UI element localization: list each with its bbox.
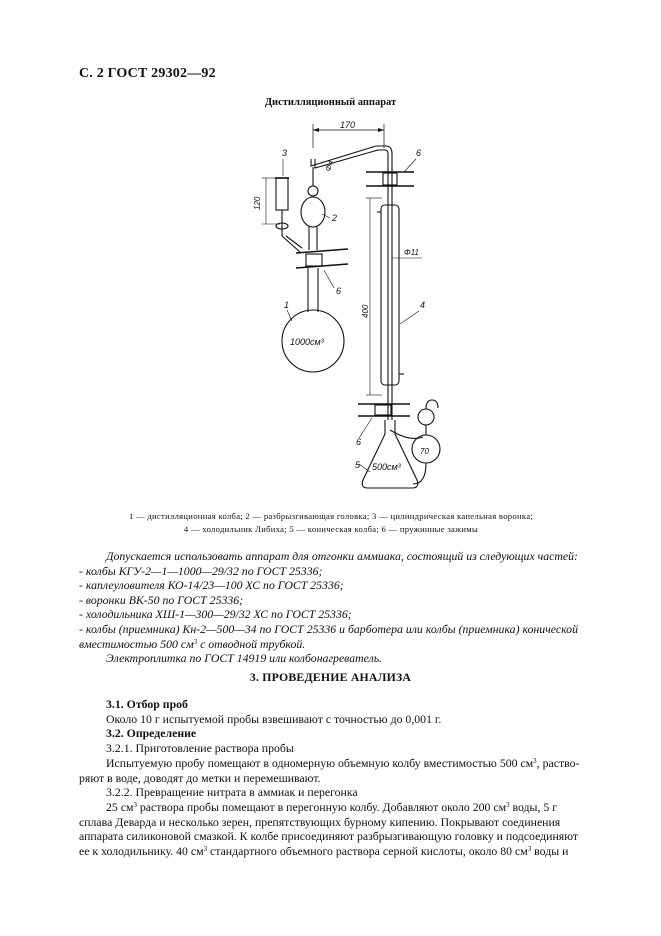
subsection-3-1-title: 3.1. Отбор проб xyxy=(106,697,188,711)
note-item-3: - воронки ВК-50 по ГОСТ 25336; xyxy=(79,592,244,607)
dim-170-label: 170 xyxy=(340,120,356,130)
label-1: 1 xyxy=(284,300,290,310)
page-header: С. 2 ГОСТ 29302—92 xyxy=(79,66,216,81)
paragraph-3-2-2-line-2: сплава Деварда и несколько зерен, препятствующих бурному кипению. Покрывают соединения xyxy=(79,814,561,829)
label-5: 5 xyxy=(355,460,361,470)
paragraph-3-2-1-line-1: Испытуемую пробу помещают в одномерную объемную колбу вместимостью 500 $см^3$, раство- xyxy=(106,755,580,770)
subsection-3-2-2-title: 3.2.2. Превращение нитрата в аммиак и перегонка xyxy=(106,785,358,800)
figure-title: Дистилляционный аппарат xyxy=(264,97,397,108)
note-item-5-continued: вместимостью 500 $см^3$ с отводной трубкой. xyxy=(79,636,306,651)
label-3: 3 xyxy=(282,148,288,158)
note-item-5: - колбы (приемника) Кн-2—500—34 по ГОСТ 25336 и барботера или колбы (приемника) конической xyxy=(79,621,578,636)
label-6a: 6 xyxy=(336,286,342,296)
subsection-3-2-1-title: 3.2.1. Приготовление раствора пробы xyxy=(106,741,294,756)
paragraph-3-2-1-line-2: ряют в воде, доводят до метки и перемешивают. xyxy=(79,770,321,785)
caption-line-1: 1 — дистилляционная колба; 2 — разбрызгивающая головка; 3 — цилиндрическая капельная воронка; xyxy=(128,511,534,521)
label-6c: 6 xyxy=(356,437,362,447)
section-heading: 3. ПРОВЕДЕНИЕ АНАЛИЗА xyxy=(249,670,412,684)
flask-500-label: 500см³ xyxy=(372,462,401,472)
subsection-3-1-text: Около 10 г испытуемой пробы взвешивают с точностью до 0,001 г. xyxy=(106,711,442,726)
permitted-apparatus-note xyxy=(79,549,644,666)
note-item-4: - холодильника ХШ-1—300—29/32 ХС по ГОСТ 25336; xyxy=(79,607,352,622)
label-6b: 6 xyxy=(416,148,422,158)
section-body xyxy=(79,697,614,859)
dim-70-label: 70 xyxy=(420,447,429,456)
paragraph-3-2-2-line-1: 25 $см^3$ раствора пробы помещают в перегонную колбу. Добавляют около 200 $см^3$ воды, 5 г xyxy=(106,799,558,814)
distillation-apparatus-drawing xyxy=(220,112,470,507)
dim-400-label: 400 xyxy=(361,304,370,318)
clamp-top xyxy=(366,172,414,186)
note-intro: Допускается использовать аппарат для отгонки аммиака, состоящий из следующих частей: xyxy=(106,549,578,563)
condenser xyxy=(377,172,404,420)
dim-120-label: 120 xyxy=(253,196,262,210)
paragraph-3-2-2-line-3: аппарата силиконовой смазкой. К колбе присоединяют разбрызгивающую головку и подсоединяют xyxy=(79,829,579,844)
dim-phi4-label: Φ4 xyxy=(323,159,336,173)
note-item-2: - каплеуловителя КО-14/23—100 ХС по ГОСТ 25336; xyxy=(79,578,344,593)
note-item-1: - колбы КГУ-2—1—1000—29/32 по ГОСТ 25336; xyxy=(79,563,323,578)
label-4: 4 xyxy=(420,300,426,310)
label-2: 2 xyxy=(332,213,338,223)
caption-line-2: 4 — холодильник Либиха; 5 — коническая колба; 6 — пружинные зажимы xyxy=(183,524,479,534)
note-heater: Электроплитка по ГОСТ 14919 или колбонагреватель. xyxy=(106,651,383,666)
clamp-bottom xyxy=(358,404,410,416)
paragraph-3-2-2-line-4: ее к холодильнику. 40 $см^3$ стандартного объемного раствора серной кислоты, около 80 $см^3$ воды и xyxy=(79,844,569,859)
clamp-flask xyxy=(296,249,348,268)
figure-caption xyxy=(96,510,566,536)
subsection-3-2-title: 3.2. Определение xyxy=(106,726,197,741)
flask-1000-label: 1000см³ xyxy=(290,337,324,347)
dim-phi11-label: Φ11 xyxy=(404,248,419,257)
